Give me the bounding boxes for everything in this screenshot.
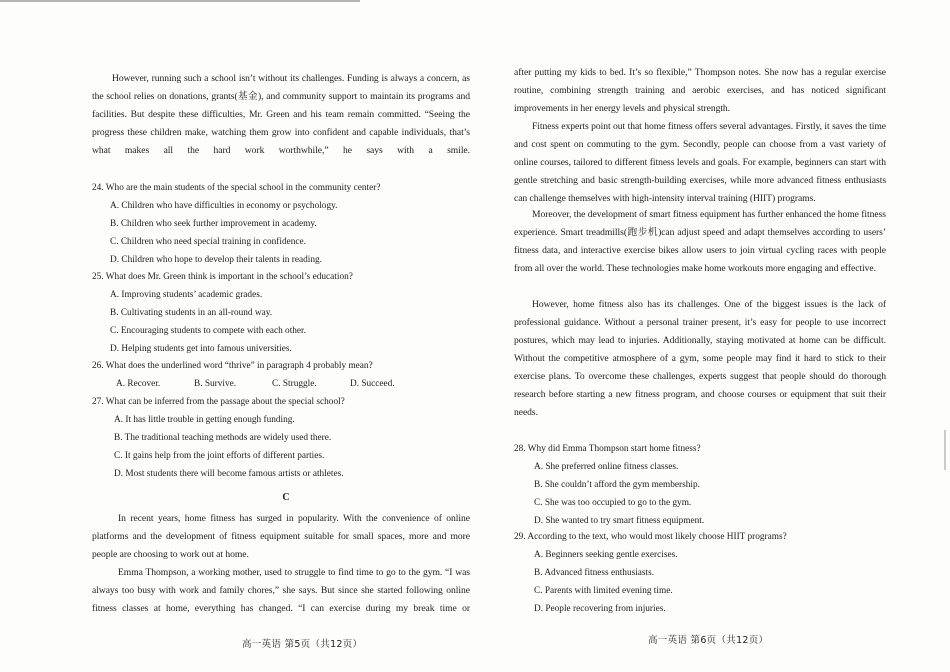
right-page-footer: 高一英语 第6页（共12页） bbox=[648, 635, 769, 646]
passage-c-paragraph-2-continued: after putting my kids to bed. It’s so flexible,” Thompson notes. She now has a regular exercise routine, combining strength training and aerobic exercises, and has noticed significant improvements in her energy levels and physical strength. bbox=[514, 67, 886, 114]
q26-option-a[interactable]: A. Recover. bbox=[116, 379, 161, 389]
scan-top-edge bbox=[0, 0, 360, 2]
passage-c-paragraph-4: Moreover, the development of smart fitness equipment has further enhanced the home fitness experience. Smart treadmills(跑步机)can adjust speed and adapt themselves according to users’ fitness data, and interactive exercise bikes allow users to join virtual cycling races with people from all over the world. These technologies make home workouts more engaging and effective. bbox=[514, 209, 886, 274]
q29-option-d[interactable]: D. People recovering from injuries. bbox=[534, 604, 666, 614]
section-c-heading: C bbox=[282, 492, 290, 503]
q27-option-a[interactable]: A. It has little trouble in getting enough funding. bbox=[114, 415, 295, 425]
passage-c-paragraph-1: In recent years, home fitness has surged in popularity. With the convenience of online platforms and the development of fitness equipment suitable for small spaces, more and more people are choosing to work out at home. bbox=[92, 513, 470, 560]
passage-c-paragraph-3: Fitness experts point out that home fitness offers several advantages. Firstly, it saves the time and cost spent on commuting to the gym. Secondly, people can choose from a vast variety of online courses, tailored to different fitness levels and goals. For example, beginners can start with gentle stretching and basic strength-building exercises, while more advanced fitness enthusiasts can challenge themselves with high-intensity interval training (HIIT) programs. bbox=[514, 121, 886, 204]
question-25: 25. What does Mr. Green think is important in the school’s education? bbox=[92, 272, 353, 282]
question-24: 24. Who are the main students of the special school in the community center? bbox=[92, 183, 381, 193]
q24-option-d[interactable]: D. Children who hope to develop their talents in reading. bbox=[110, 255, 322, 265]
left-page-footer: 高一英语 第5页（共12页） bbox=[242, 639, 363, 650]
q28-option-d[interactable]: D. She wanted to try smart fitness equipment. bbox=[534, 516, 705, 526]
q26-option-c[interactable]: C. Struggle. bbox=[272, 379, 317, 389]
q29-option-c[interactable]: C. Parents with limited evening time. bbox=[534, 586, 673, 596]
q25-option-d[interactable]: D. Helping students get into famous universities. bbox=[110, 344, 292, 354]
q26-option-b[interactable]: B. Survive. bbox=[194, 379, 237, 389]
q28-option-a[interactable]: A. She preferred online fitness classes. bbox=[534, 462, 679, 472]
q24-option-c[interactable]: C. Children who need special training in confidence. bbox=[110, 237, 306, 247]
q24-option-a[interactable]: A. Children who have difficulties in economy or psychology. bbox=[110, 201, 338, 211]
question-27: 27. What can be inferred from the passage about the special school? bbox=[92, 397, 345, 407]
scan-right-edge bbox=[944, 430, 946, 470]
q28-option-c[interactable]: C. She was too occupied to go to the gym. bbox=[534, 498, 692, 508]
passage-c-paragraph-2: Emma Thompson, a working mother, used to struggle to find time to go to the gym. “I was always too busy with work and family chores,” she says. But since she started following online fitness classes at home, everything has changed. “I can exercise during my break time or bbox=[92, 567, 470, 614]
passage-b-final-paragraph: However, running such a school isn’t without its challenges. Funding is always a concern, as the school relies on donations, grants(基金), and community support to maintain its programs and facilities. But despite these difficulties, Mr. Green and his team remain committed. “Seeing the progress these children make, watching them grow into confident and capable individuals, that’s what makes all the hard work worthwhile,” he says with a smile. bbox=[92, 73, 470, 156]
q25-option-b[interactable]: B. Cultivating students in an all-round way. bbox=[110, 308, 273, 318]
q27-option-d[interactable]: D. Most students there will become famous artists or athletes. bbox=[114, 469, 344, 479]
passage-c-paragraph-5: However, home fitness also has its challenges. One of the biggest issues is the lack of professional guidance. Without a personal trainer present, it’s easy for people to use incorrect postures, which may lead to injuries. Additionally, staying motivated at home can be difficult. Without the competitive atmosphere of a gym, some people may find it hard to stick to their exercise plans. To overcome these challenges, experts suggest that people should do thorough research before starting a new fitness program, and choose courses or equipment that suit their needs. bbox=[514, 299, 886, 418]
question-29: 29. According to the text, who would most likely choose HIIT programs? bbox=[514, 532, 787, 542]
q26-option-d[interactable]: D. Succeed. bbox=[350, 379, 395, 389]
q29-option-a[interactable]: A. Beginners seeking gentle exercises. bbox=[534, 550, 678, 560]
q24-option-b[interactable]: B. Children who seek further improvement in academy. bbox=[110, 219, 317, 229]
q25-option-c[interactable]: C. Encouraging students to compete with each other. bbox=[110, 326, 306, 336]
question-28: 28. Why did Emma Thompson start home fitness? bbox=[514, 444, 701, 454]
question-26: 26. What does the underlined word “thrive” in paragraph 4 probably mean? bbox=[92, 361, 373, 371]
q25-option-a[interactable]: A. Improving students’ academic grades. bbox=[110, 290, 263, 300]
q28-option-b[interactable]: B. She couldn’t afford the gym membership. bbox=[534, 480, 700, 490]
q27-option-c[interactable]: C. It gains help from the joint efforts of different parties. bbox=[114, 451, 325, 461]
q29-option-b[interactable]: B. Advanced fitness enthusiasts. bbox=[534, 568, 655, 578]
q27-option-b[interactable]: B. The traditional teaching methods are widely used there. bbox=[114, 433, 332, 443]
